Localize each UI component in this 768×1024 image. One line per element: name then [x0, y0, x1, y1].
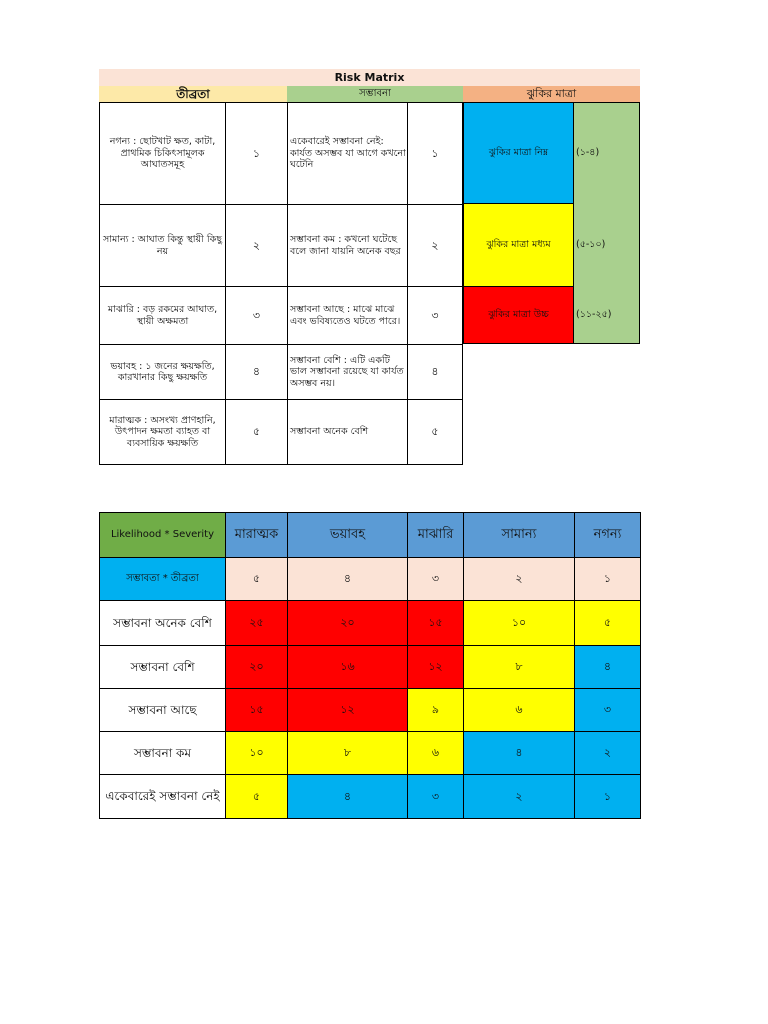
risk-score-cell: ১২	[287, 688, 408, 732]
risk-level-low: ঝুকির মাত্রা নিম্ন	[463, 102, 574, 204]
likelihood-description: সম্ভাবনা কম : কখনো ঘটেছে বলে জানা যায়নি অনেক বছর	[287, 204, 407, 286]
risk-range-high: (১১-২৫)	[576, 309, 612, 321]
risk-score-cell: ১৬	[287, 645, 408, 689]
severity-description: মাঝারি : বড় রকমের আঘাত, স্থায়ী অক্ষমতা	[99, 286, 225, 344]
severity-number: ৩	[225, 286, 287, 344]
likelihood-row-label: সম্ভাবনা বেশি	[99, 645, 226, 689]
likelihood-row-label: সম্ভাবনা আছে	[99, 688, 226, 732]
risk-score-cell: ৪	[574, 645, 641, 689]
severity-column-header: মারাত্মক	[225, 512, 288, 558]
likelihood-description: সম্ভাবনা অনেক বেশি	[287, 399, 407, 465]
risk-score-cell: ১০	[225, 731, 288, 775]
risk-score-cell: ২০	[225, 645, 288, 689]
severity-description: ভয়াবহ : ১ জনের ক্ষয়ক্ষতি, কারখানার কিছু ক্ষয়ক্ষতি	[99, 344, 225, 399]
risk-level-high: ঝুকির মাত্রা উচ্চ	[463, 286, 574, 344]
risk-score-cell: ১	[574, 774, 641, 819]
risk-score-cell: ৯	[407, 688, 464, 732]
severity-number: ৫	[225, 399, 287, 465]
matrix-corner-label: Likelihood * Severity	[99, 512, 226, 558]
risk-score-cell: ২৫	[225, 600, 288, 646]
risk-score-cell: ৬	[407, 731, 464, 775]
likelihood-row-label: একেবারেই সম্ভাবনা নেই	[99, 774, 226, 819]
likelihood-description: সম্ভাবনা বেশি : এটি একটি ভাল সম্ভাবনা রয়েছে যা কার্যত অসম্ভব নয়।	[287, 344, 407, 399]
risk-score-cell: ৪	[287, 774, 408, 819]
severity-number: ১	[225, 102, 287, 204]
risk-score-cell: ৩	[574, 688, 641, 732]
risk-score-cell: ১২	[407, 645, 464, 689]
likelihood-row-label: সম্ভাবনা অনেক বেশি	[99, 600, 226, 646]
risk-score-cell: ৫	[225, 774, 288, 819]
risk-score-cell: ৮	[463, 645, 575, 689]
risk-score-cell: ২	[463, 774, 575, 819]
severity-number: ২	[225, 204, 287, 286]
likelihood-header: সম্ভাবনা	[287, 86, 463, 102]
likelihood-number: ১	[407, 102, 463, 204]
likelihood-description: একেবারেই সম্ভাবনা নেই: কার্যত অসম্ভব যা আগে কখনো ঘটেনি	[287, 102, 407, 204]
risk-score-cell: ৪	[463, 731, 575, 775]
severity-number: ৪	[225, 344, 287, 399]
risk-score-cell: ১০	[463, 600, 575, 646]
risk-range-medium: (৫-১০)	[576, 239, 606, 251]
severity-description: মারাত্মক : অসংখ্য প্রাণহানি, উৎপাদন ক্ষমতা ব্যাহত বা ব্যবসায়িক ক্ষয়ক্ষতি	[99, 399, 225, 465]
severity-header: তীব্রতা	[99, 86, 287, 102]
scale-row-label: সম্ভাবতা * তীব্রতা	[99, 557, 226, 601]
risk-score-cell: ৩	[407, 774, 464, 819]
severity-column-header: মাঝারি	[407, 512, 464, 558]
risk-score-cell: ২০	[287, 600, 408, 646]
risk-matrix-title: Risk Matrix	[99, 69, 640, 86]
likelihood-number: ৩	[407, 286, 463, 344]
severity-scale-value: ২	[463, 557, 575, 601]
severity-column-header: ভয়াবহ	[287, 512, 408, 558]
risk-score-cell: ১৫	[225, 688, 288, 732]
severity-scale-value: ৪	[287, 557, 408, 601]
risk-score-cell: ৬	[463, 688, 575, 732]
risk-score-cell: ২	[574, 731, 641, 775]
risk-score-cell: ৮	[287, 731, 408, 775]
severity-description: সামান্য : আঘাত কিন্তু স্থায়ী কিছু নয়	[99, 204, 225, 286]
likelihood-number: ৫	[407, 399, 463, 465]
risk-score-cell: ৫	[574, 600, 641, 646]
likelihood-description: সম্ভাবনা আছে : মাঝে মাঝে এবং ভবিষ্যতেও ঘটতে পারে।	[287, 286, 407, 344]
severity-column-header: নগন্য	[574, 512, 641, 558]
risk-level-header: ঝুকির মাত্রা	[463, 86, 640, 102]
likelihood-number: ২	[407, 204, 463, 286]
severity-column-header: সামান্য	[463, 512, 575, 558]
severity-scale-value: ৩	[407, 557, 464, 601]
severity-scale-value: ৫	[225, 557, 288, 601]
risk-range-low: (১-৪)	[576, 147, 600, 159]
risk-score-cell: ১৫	[407, 600, 464, 646]
severity-scale-value: ১	[574, 557, 641, 601]
risk-level-medium: ঝুকির মাত্রা মধ্যম	[463, 204, 574, 286]
likelihood-row-label: সম্ভাবনা কম	[99, 731, 226, 775]
likelihood-number: ৪	[407, 344, 463, 399]
severity-description: নগন্য : ছোটখাট ক্ষত, কাটা, প্রাথমিক চিকিৎসামূলক আঘাতসমূহ	[99, 102, 225, 204]
